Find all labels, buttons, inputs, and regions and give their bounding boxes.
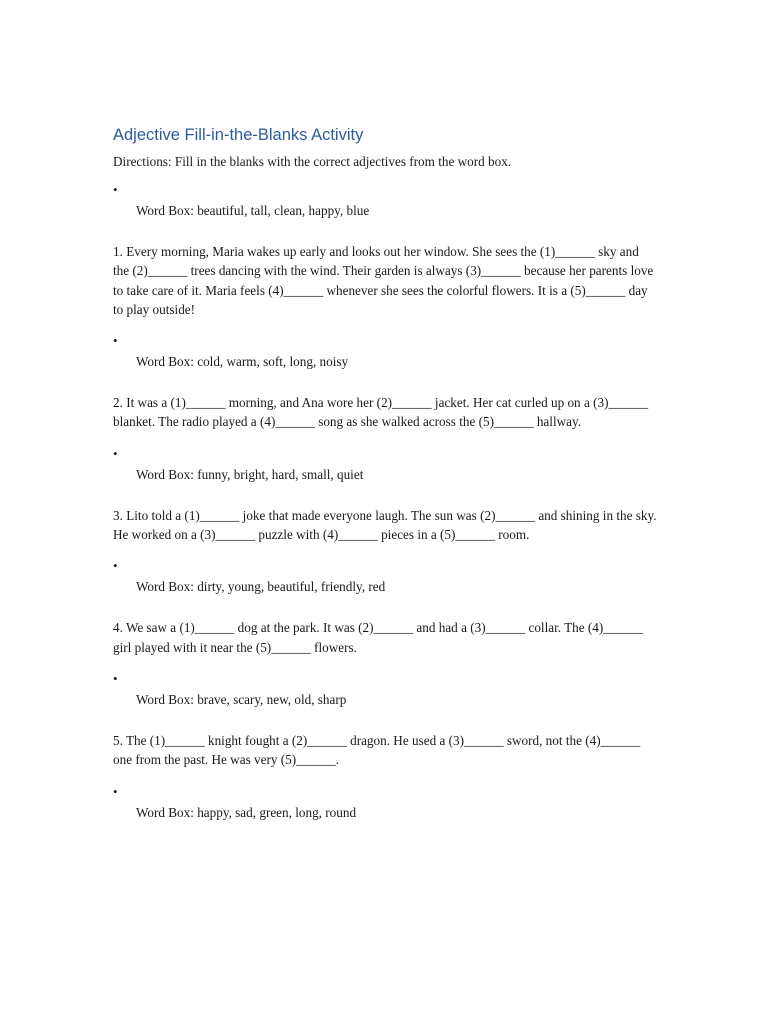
- exercise-section-5: [113, 669, 658, 770]
- word-box: Word Box: beautiful, tall, clean, happy, blue: [136, 203, 370, 218]
- exercise-section-2: [113, 331, 658, 432]
- bullet-row: [113, 556, 658, 578]
- exercise-passage: 5. The (1)______ knight fought a (2)______ dragon. He used a (3)______ sword, not the (4)______ one from the past. He was very (5)______.: [113, 732, 641, 768]
- page-title: Adjective Fill-in-the-Blanks Activity: [113, 126, 364, 144]
- word-box: Word Box: happy, sad, green, long, round: [136, 804, 357, 820]
- exercise-section-4: [113, 556, 658, 657]
- exercise-section-1: [113, 180, 658, 319]
- directions-text: Directions: Fill in the blanks with the correct adjectives from the word box.: [113, 154, 512, 169]
- word-box: Word Box: dirty, young, beautiful, friendly, red: [136, 579, 386, 595]
- bullet-row: [113, 669, 658, 691]
- exercise-passage: 3. Lito told a (1)______ joke that made everyone laugh. The sun was (2)______ and shining in the sky. He worked on a (3)______ puzzle with (4)______ pieces in a (5)______ room.: [113, 507, 657, 543]
- exercise-section-3: [113, 444, 658, 545]
- bullet-row: [113, 782, 658, 804]
- word-box: Word Box: brave, scary, new, old, sharp: [136, 691, 347, 707]
- word-box: Word Box: cold, warm, soft, long, noisy: [136, 354, 349, 370]
- bullet-icon: •: [113, 333, 118, 349]
- exercise-passage: 1. Every morning, Maria wakes up early and looks out her window. She sees the (1)______ sky and the (2)______ trees dancing with the wind. Their garden is always (3)______ because her parents love to take care of it. Maria feels (4)______ whenever she sees the colorful flowers. It is a (5)______ day to play outside!: [113, 244, 654, 317]
- bullet-icon: •: [113, 182, 118, 197]
- bullet-row: [113, 331, 658, 353]
- exercise-passage: 4. We saw a (1)______ dog at the park. It was (2)______ and had a (3)______ collar. The (4)______ girl played with it near the (5)______ flowers.: [113, 620, 643, 655]
- exercise-section-6: [113, 782, 658, 822]
- bullet-row: [113, 444, 658, 466]
- bullet-icon: •: [113, 783, 118, 799]
- bullet-icon: •: [113, 670, 118, 686]
- word-box: Word Box: funny, bright, hard, small, quiet: [136, 466, 364, 482]
- exercise-passage: 2. It was a (1)______ morning, and Ana wore her (2)______ jacket. Her cat curled up on a (3)______ blanket. The radio played a (4)______ song as she walked across the (5)______ hallway.: [113, 395, 649, 430]
- bullet-row: [113, 180, 658, 202]
- bullet-icon: •: [113, 558, 118, 574]
- document-page: [113, 124, 658, 822]
- bullet-icon: •: [113, 445, 118, 461]
